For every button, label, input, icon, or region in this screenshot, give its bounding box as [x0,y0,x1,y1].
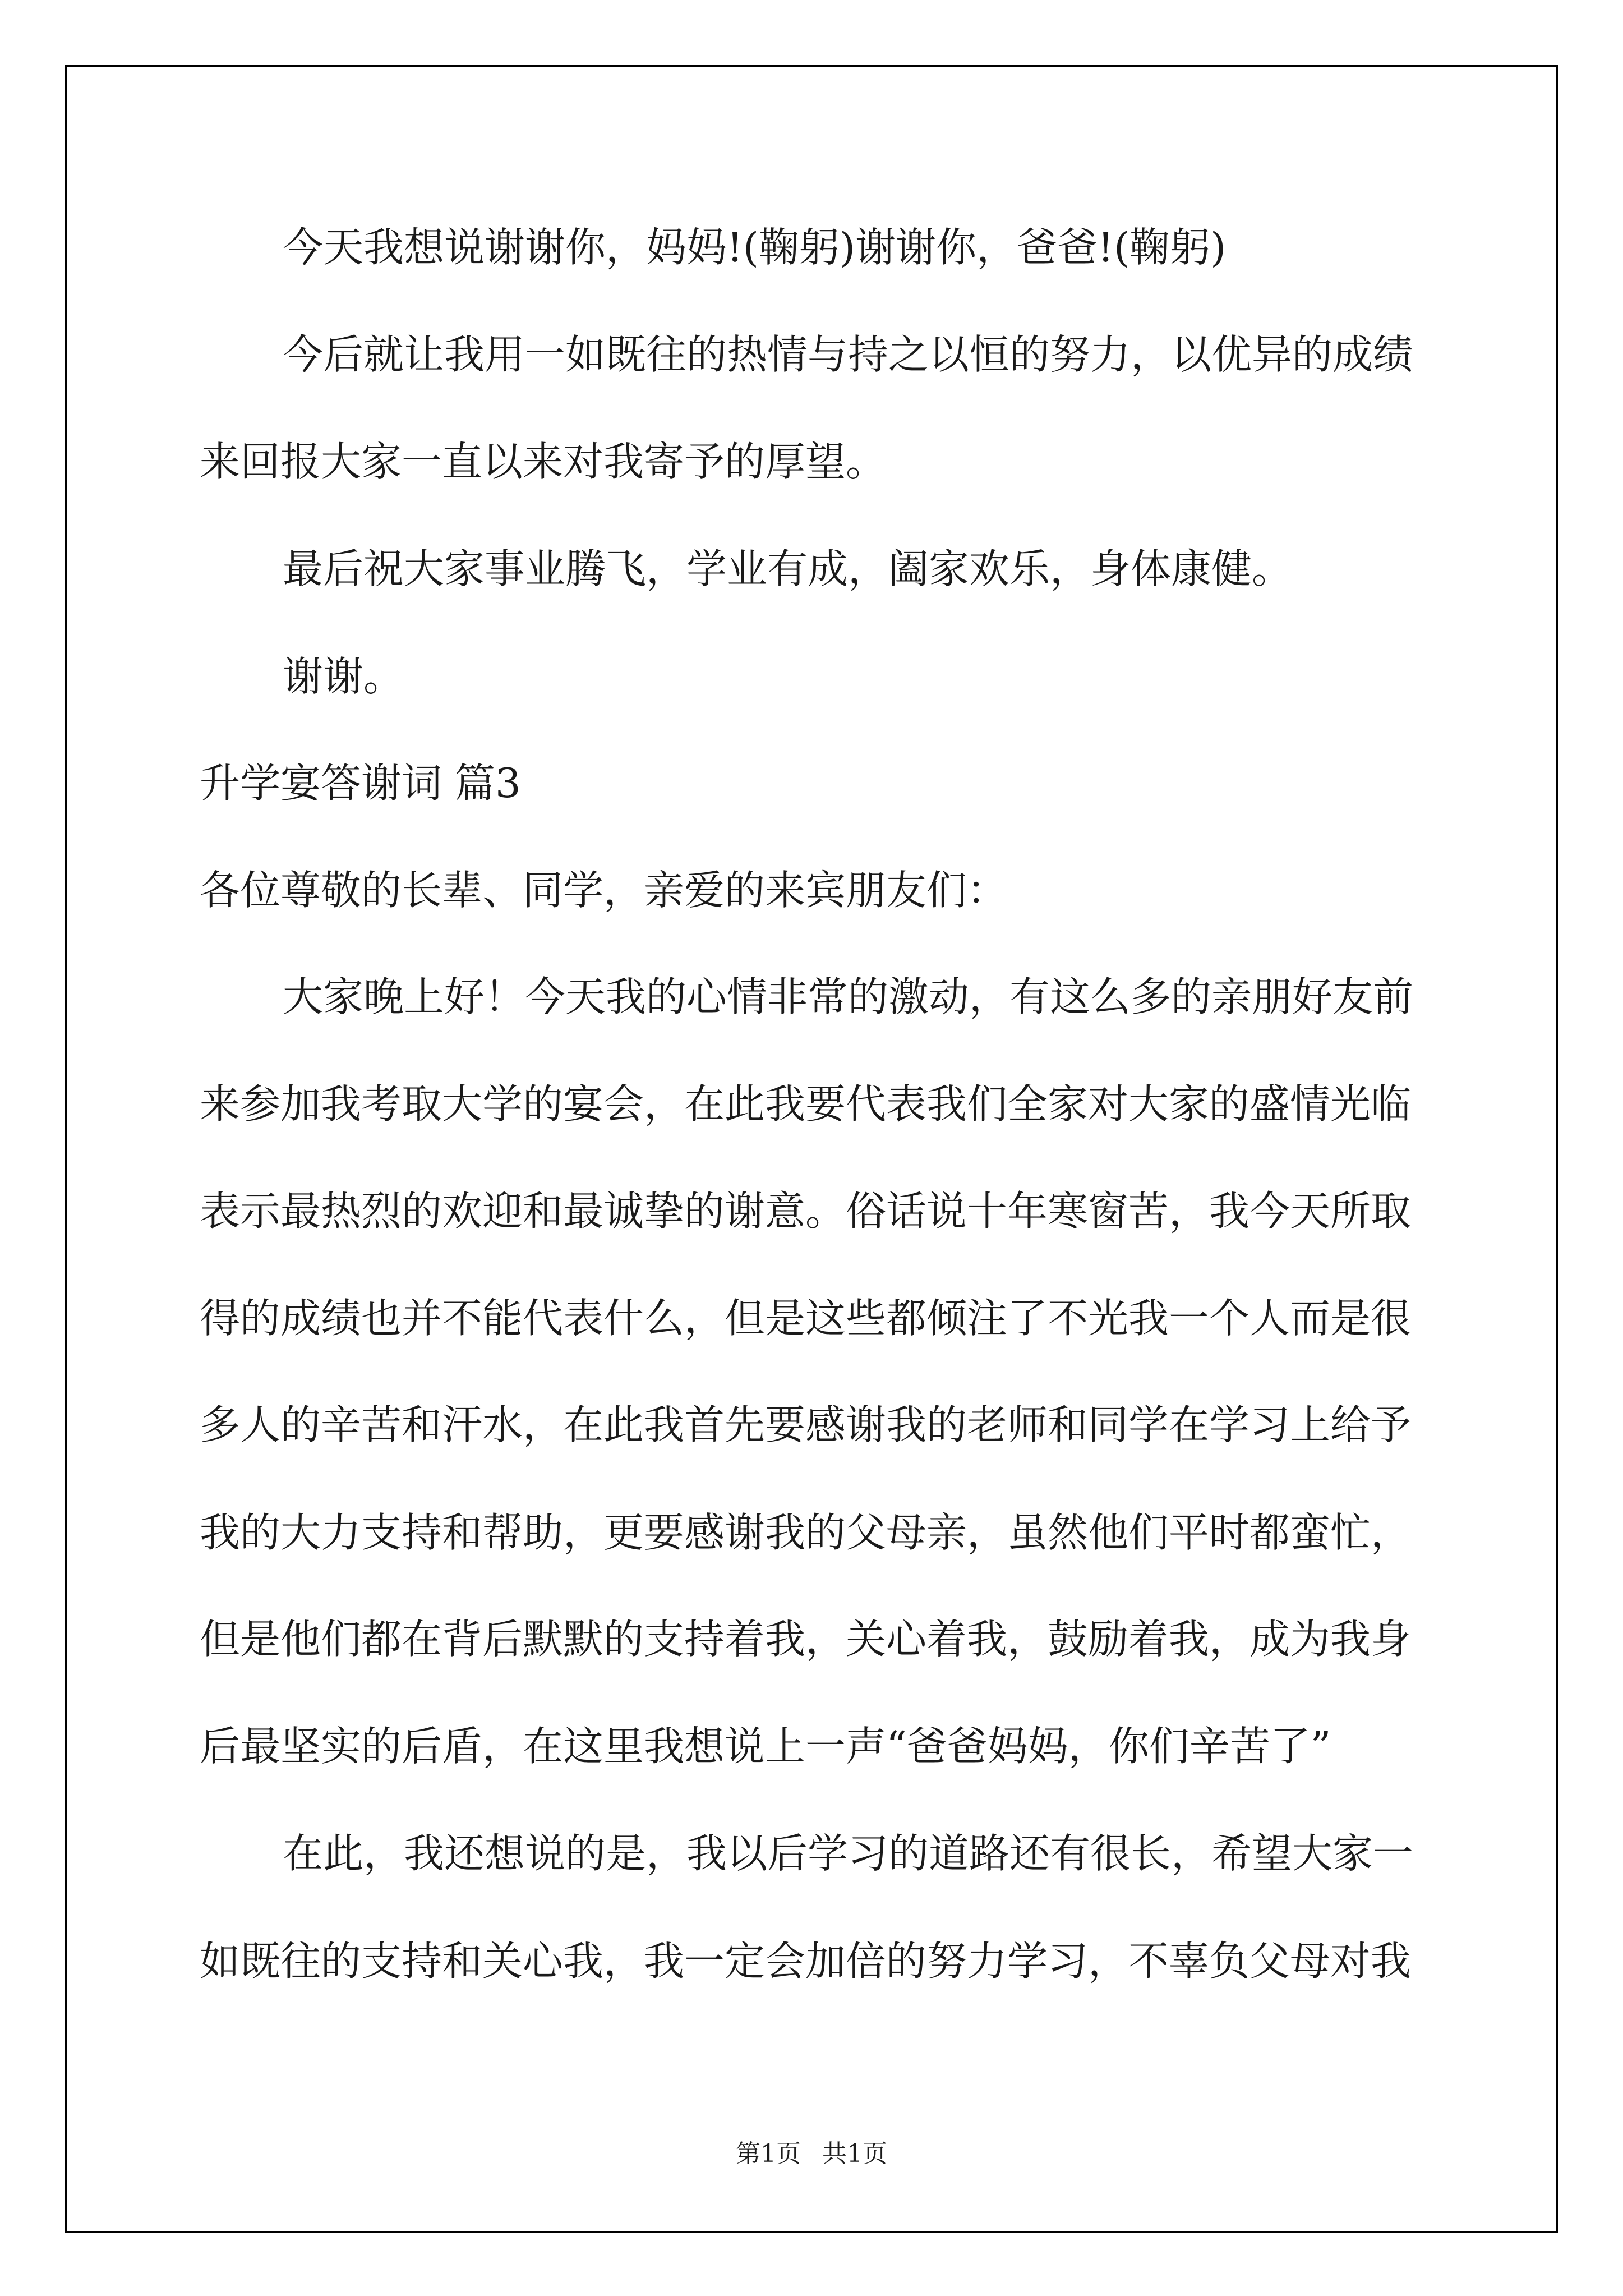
paragraph-line: 得的成绩也并不能代表什么，但是这些都倾注了不光我一个人而是很 [200,1295,1412,1342]
paragraph-line: 后最坚实的后盾，在这里我想说上一声“爸爸妈妈，你们辛苦了” [200,1723,1331,1770]
paragraph-line: 今后就让我用一如既往的热情与持之以恒的努力，以优异的成绩 [283,331,1414,378]
paragraph-line: 谢谢。 [283,653,404,700]
paragraph-line: 最后祝大家事业腾飞，学业有成，阖家欢乐，身体康健。 [283,545,1293,592]
paragraph-line: 但是他们都在背后默默的支持着我，关心着我，鼓励着我，成为我身 [200,1616,1412,1663]
paragraph-line: 多人的辛苦和汗水，在此我首先要感谢我的老师和同学在学习上给予 [200,1401,1412,1448]
paragraph-line: 在此，我还想说的是，我以后学习的道路还有很长，希望大家一 [283,1830,1414,1877]
section-heading: 升学宴答谢词 篇3 [200,760,521,807]
paragraph-line: 如既往的支持和关心我，我一定会加倍的努力学习，不辜负父母对我 [200,1938,1412,1985]
paragraph-line: 来回报大家一直以来对我寄予的厚望。 [200,438,887,485]
paragraph-line: 我的大力支持和帮助，更要感谢我的父母亲，虽然他们平时都蛮忙， [200,1509,1412,1556]
page-number: 第1页 [736,2139,801,2168]
page-border [65,65,1558,2233]
salutation: 各位尊敬的长辈、同学，亲爱的来宾朋友们： [200,867,1008,914]
paragraph-line: 大家晚上好！今天我的心情非常的激动，有这么多的亲朋好友前 [283,973,1414,1020]
page-footer [0,2133,1623,2169]
paragraph-line: 表示最热烈的欢迎和最诚挚的谢意。俗话说十年寒窗苦，我今天所取 [200,1188,1412,1235]
page-total: 共1页 [822,2139,887,2168]
paragraph-line: 今天我想说谢谢你，妈妈!(鞠躬)谢谢你，爸爸!(鞠躬) [283,224,1227,271]
paragraph-line: 来参加我考取大学的宴会，在此我要代表我们全家对大家的盛情光临 [200,1080,1412,1128]
